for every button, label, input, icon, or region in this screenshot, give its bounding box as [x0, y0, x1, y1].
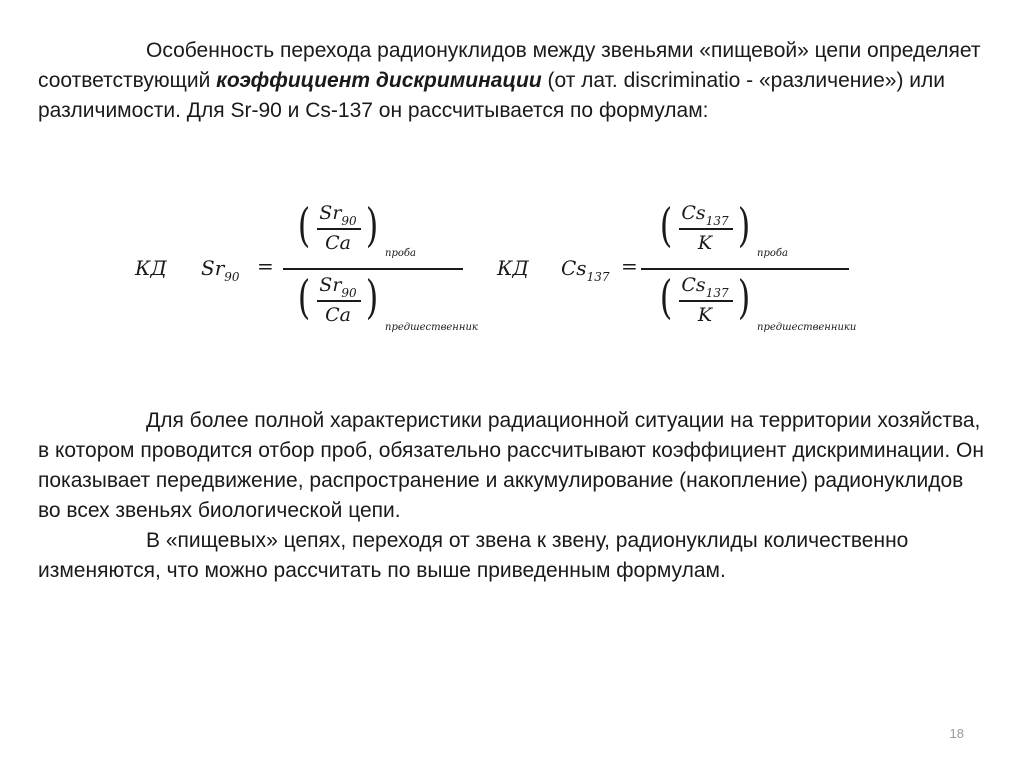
- formula-cs-den-bottom: K: [697, 304, 713, 326]
- formula-cs-den-top-text: Cs: [681, 274, 706, 296]
- food-chain-paragraph: В «пищевых» цепях, переходя от звена к звену, радионуклиды количественно изменяются, что можно рассчитать по выше приведенным формулам.: [38, 529, 909, 582]
- formula-cs-den-lparen: (: [659, 270, 673, 324]
- formula-sr-num-lparen: (: [297, 198, 311, 252]
- formula-cs-symbol-sub: 137: [586, 270, 610, 284]
- formula-cs-den-top: [675, 274, 735, 300]
- formula-sr-den-bar: [317, 300, 361, 302]
- formula-cs-num-lparen: (: [659, 198, 673, 252]
- formula-sr-num-top-text: Sr: [319, 202, 342, 224]
- formula-sr-den-top: [313, 274, 363, 300]
- formula-cs-kd: КД: [497, 256, 529, 280]
- formula-sr-symbol: [201, 256, 240, 284]
- body-paragraphs: [38, 406, 988, 586]
- intro-text: [38, 36, 988, 126]
- formula-sr-den-bottom: Ca: [325, 304, 351, 326]
- formula-cs-num-top-sub: 137: [705, 214, 729, 228]
- formula-sr-symbol-text: Sr: [201, 256, 225, 280]
- formula-cs-den-bar: [679, 300, 733, 302]
- discrimination-coefficient-term: коэффициент дискриминации: [216, 69, 542, 92]
- formula-cs-num-bottom: K: [697, 232, 713, 254]
- formula-sr-kd: КД: [135, 256, 167, 280]
- intro-text-end: (от лат. discriminatio - «различение») или различимости. Для Sr-90 и Cs-137 он рассчитывается по формулам:: [38, 69, 945, 122]
- formula-sr-num-rparen: ): [365, 198, 379, 252]
- intro-text-start: Особенность перехода радионуклидов между звеньями «пищевой» цепи определяет соответствующий: [38, 39, 981, 92]
- formula-sr-den-top-text: Sr: [319, 274, 342, 296]
- page-number: 18: [949, 726, 964, 741]
- formula-sr-equals: =: [257, 254, 274, 278]
- formula-sr-num-bar: [317, 228, 361, 230]
- formula-sr-num-top-sub: 90: [341, 214, 357, 228]
- formula-cs-num-top-text: Cs: [681, 202, 706, 224]
- formula-cs-num-bar: [679, 228, 733, 230]
- formula-cs-den-note: предшественники: [757, 322, 857, 333]
- formula-cs-num-top: [675, 202, 735, 228]
- characteristics-paragraph: Для более полной характеристики радиационной ситуации на территории хозяйства, в котором проводится отбор проб, обязательно рассчитывают коэффициент дискриминации. Он показывает передвижение, распространение и аккумулирование (накопление) радионуклидов во всех звеньях биологической цепи.: [38, 409, 984, 522]
- formula-cs-den-top-sub: 137: [705, 286, 729, 300]
- formula-sr-den-note: предшественник: [385, 322, 478, 333]
- formulas-block: [135, 196, 855, 346]
- formula-sr-num-bottom: Ca: [325, 232, 351, 254]
- formula-cs-num-note: проба: [757, 248, 788, 259]
- formula-sr-symbol-sub: 90: [224, 270, 240, 284]
- formula-cs-symbol-text: Cs: [561, 256, 587, 280]
- formula-sr-num-top: [313, 202, 363, 228]
- formula-sr-den-rparen: ): [365, 270, 379, 324]
- formula-cs-num-rparen: ): [737, 198, 751, 252]
- formula-sr-num-note: проба: [385, 248, 416, 259]
- formula-cs-den-rparen: ): [737, 270, 751, 324]
- formula-sr-den-lparen: (: [297, 270, 311, 324]
- intro-paragraph: [38, 36, 988, 126]
- formula-sr-den-top-sub: 90: [341, 286, 357, 300]
- formula-cs-equals: =: [621, 254, 638, 278]
- formula-cs-symbol: [561, 256, 610, 284]
